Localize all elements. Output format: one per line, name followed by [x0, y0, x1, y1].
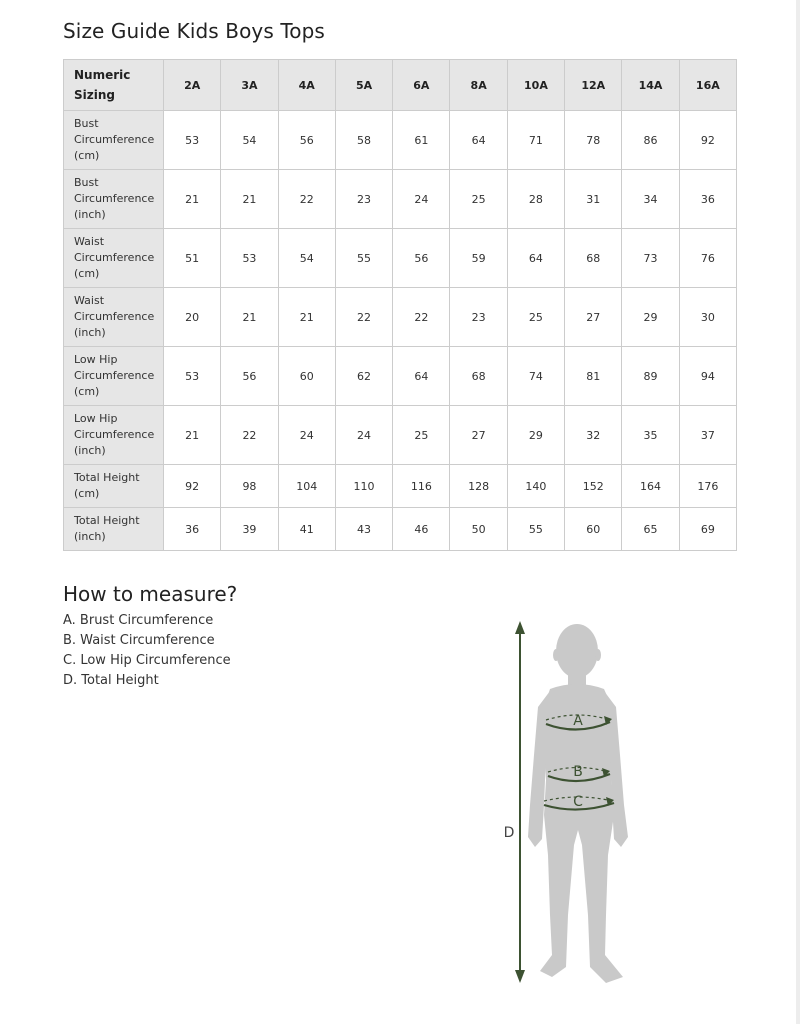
size-value-cell: 68 — [565, 229, 622, 288]
size-header: 3A — [221, 60, 278, 111]
size-row — [64, 347, 737, 406]
measure-step: B. Waist Circumference — [63, 633, 215, 648]
size-value-cell: 51 — [164, 229, 221, 288]
size-value-cell: 22 — [335, 288, 392, 347]
size-value-cell: 31 — [565, 170, 622, 229]
size-value-cell: 22 — [221, 406, 278, 465]
size-header: 6A — [393, 60, 450, 111]
size-row — [64, 288, 737, 347]
size-value-cell: 56 — [221, 347, 278, 406]
size-value-cell: 60 — [565, 508, 622, 551]
size-value-cell: 21 — [278, 288, 335, 347]
size-header: 4A — [278, 60, 335, 111]
size-header: 5A — [335, 60, 392, 111]
size-value-cell: 98 — [221, 465, 278, 508]
size-value-cell: 74 — [507, 347, 564, 406]
size-value-cell: 54 — [221, 111, 278, 170]
size-value-cell: 56 — [393, 229, 450, 288]
size-header: 12A — [565, 60, 622, 111]
size-row — [64, 508, 737, 551]
numeric-sizing-header: Numeric Sizing — [64, 60, 164, 111]
row-label: Low Hip Circumference (inch) — [64, 406, 164, 465]
size-value-cell: 50 — [450, 508, 507, 551]
size-value-cell: 94 — [679, 347, 736, 406]
size-value-cell: 23 — [450, 288, 507, 347]
size-value-cell: 104 — [278, 465, 335, 508]
size-value-cell: 25 — [507, 288, 564, 347]
size-value-cell: 68 — [450, 347, 507, 406]
measure-step: A. Brust Circumference — [63, 613, 214, 628]
row-label: Low Hip Circumference (cm) — [64, 347, 164, 406]
size-header: 8A — [450, 60, 507, 111]
size-value-cell: 46 — [393, 508, 450, 551]
size-value-cell: 65 — [622, 508, 679, 551]
size-value-cell: 140 — [507, 465, 564, 508]
measure-step: C. Low Hip Circumference — [63, 653, 231, 668]
size-row — [64, 229, 737, 288]
size-value-cell: 36 — [679, 170, 736, 229]
label-b: B — [573, 764, 583, 780]
measure-step: D. Total Height — [63, 673, 159, 688]
size-value-cell: 58 — [335, 111, 392, 170]
size-value-cell: 30 — [679, 288, 736, 347]
page-edge — [796, 0, 800, 1024]
size-value-cell: 56 — [278, 111, 335, 170]
row-label: Bust Circumference (inch) — [64, 170, 164, 229]
size-value-cell: 36 — [164, 508, 221, 551]
size-value-cell: 29 — [507, 406, 564, 465]
size-value-cell: 86 — [622, 111, 679, 170]
size-value-cell: 32 — [565, 406, 622, 465]
size-value-cell: 20 — [164, 288, 221, 347]
size-value-cell: 25 — [450, 170, 507, 229]
size-value-cell: 60 — [278, 347, 335, 406]
size-value-cell: 37 — [679, 406, 736, 465]
size-value-cell: 22 — [393, 288, 450, 347]
size-value-cell: 39 — [221, 508, 278, 551]
size-value-cell: 110 — [335, 465, 392, 508]
size-value-cell: 76 — [679, 229, 736, 288]
size-value-cell: 24 — [335, 406, 392, 465]
size-row — [64, 170, 737, 229]
size-value-cell: 23 — [335, 170, 392, 229]
size-value-cell: 22 — [278, 170, 335, 229]
size-header: 10A — [507, 60, 564, 111]
size-header: 16A — [679, 60, 736, 111]
size-value-cell: 21 — [164, 406, 221, 465]
size-value-cell: 29 — [622, 288, 679, 347]
size-row — [64, 406, 737, 465]
size-value-cell: 43 — [335, 508, 392, 551]
size-value-cell: 81 — [565, 347, 622, 406]
size-value-cell: 25 — [393, 406, 450, 465]
size-value-cell: 24 — [278, 406, 335, 465]
size-value-cell: 27 — [565, 288, 622, 347]
size-value-cell: 62 — [335, 347, 392, 406]
page-title: Size Guide Kids Boys Tops — [63, 19, 325, 43]
size-value-cell: 78 — [565, 111, 622, 170]
size-value-cell: 34 — [622, 170, 679, 229]
row-label: Bust Circumference (cm) — [64, 111, 164, 170]
row-label: Waist Circumference (cm) — [64, 229, 164, 288]
size-value-cell: 35 — [622, 406, 679, 465]
size-value-cell: 53 — [221, 229, 278, 288]
child-silhouette-icon — [490, 615, 650, 995]
size-row — [64, 111, 737, 170]
size-value-cell: 92 — [679, 111, 736, 170]
size-value-cell: 55 — [335, 229, 392, 288]
size-table — [63, 59, 737, 551]
size-value-cell: 152 — [565, 465, 622, 508]
row-label: Total Height (inch) — [64, 508, 164, 551]
label-a: A — [573, 713, 583, 729]
size-value-cell: 116 — [393, 465, 450, 508]
size-value-cell: 54 — [278, 229, 335, 288]
row-label: Total Height (cm) — [64, 465, 164, 508]
size-header: 14A — [622, 60, 679, 111]
size-value-cell: 41 — [278, 508, 335, 551]
size-table-body — [64, 111, 737, 551]
label-c: C — [573, 794, 583, 810]
how-to-measure-title: How to measure? — [63, 582, 238, 606]
size-value-cell: 69 — [679, 508, 736, 551]
size-value-cell: 21 — [164, 170, 221, 229]
size-value-cell: 24 — [393, 170, 450, 229]
size-value-cell: 55 — [507, 508, 564, 551]
size-value-cell: 27 — [450, 406, 507, 465]
size-value-cell: 61 — [393, 111, 450, 170]
size-value-cell: 92 — [164, 465, 221, 508]
size-header: 2A — [164, 60, 221, 111]
size-value-cell: 21 — [221, 170, 278, 229]
size-value-cell: 64 — [507, 229, 564, 288]
measure-steps-list — [63, 612, 231, 692]
size-value-cell: 176 — [679, 465, 736, 508]
size-value-cell: 89 — [622, 347, 679, 406]
size-value-cell: 28 — [507, 170, 564, 229]
size-value-cell: 53 — [164, 347, 221, 406]
size-value-cell: 59 — [450, 229, 507, 288]
label-d: D — [503, 825, 515, 841]
size-value-cell: 21 — [221, 288, 278, 347]
row-label: Waist Circumference (inch) — [64, 288, 164, 347]
size-row — [64, 465, 737, 508]
size-value-cell: 73 — [622, 229, 679, 288]
size-value-cell: 64 — [450, 111, 507, 170]
size-table-header-row — [64, 60, 737, 111]
size-value-cell: 164 — [622, 465, 679, 508]
size-value-cell: 128 — [450, 465, 507, 508]
size-value-cell: 53 — [164, 111, 221, 170]
size-value-cell: 64 — [393, 347, 450, 406]
size-value-cell: 71 — [507, 111, 564, 170]
